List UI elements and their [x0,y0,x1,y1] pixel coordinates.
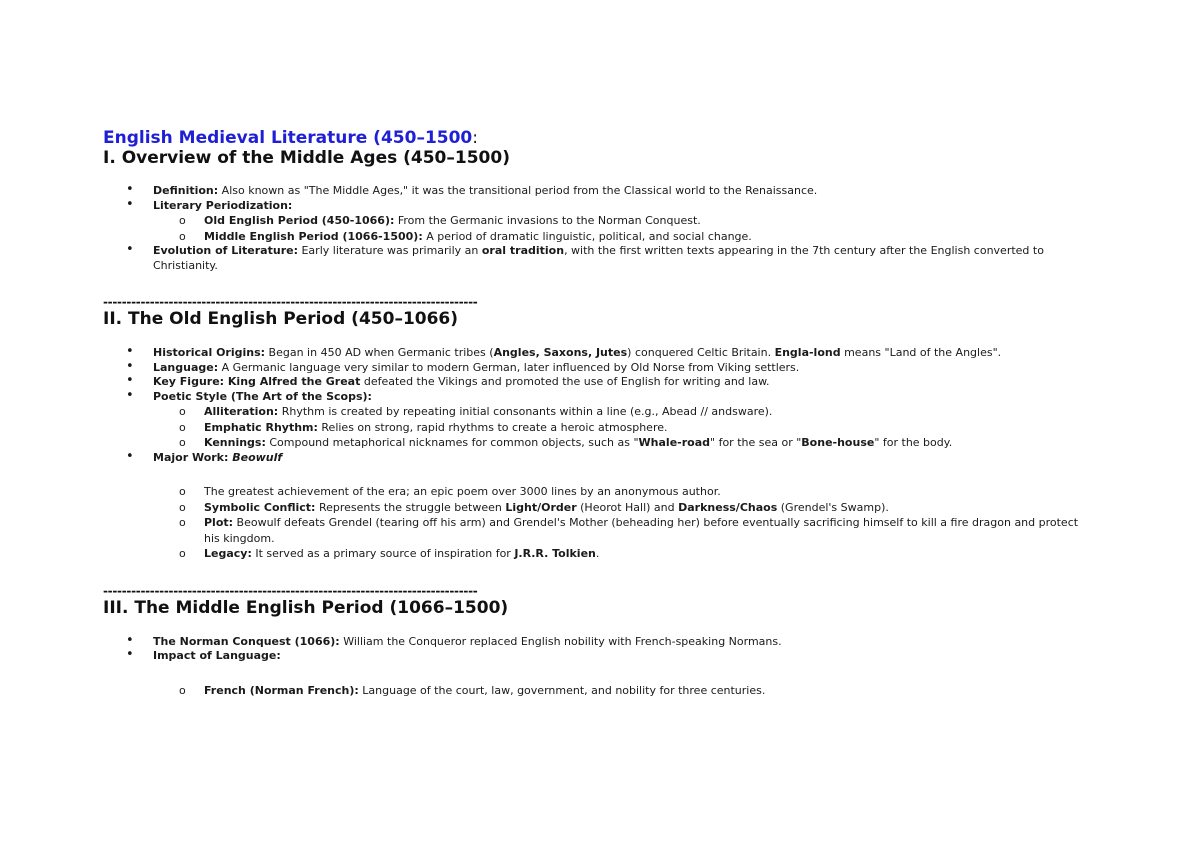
impact-sublist [153,683,1093,699]
item-label: Evolution of Literature: [153,244,298,257]
item-text: defeated the Vikings and promoted the use of English for writing and law. [360,375,770,388]
item-text: ) conquered Celtic Britain. [627,346,775,359]
item-text: It served as a primary source of inspiration for [251,547,515,560]
poetic-style-sublist [153,404,1093,451]
item-label: Old English Period (450-1066): [204,214,395,227]
section-1-list [103,184,1093,273]
item-text: A Germanic language very similar to modern German, later influenced by Old Norse from Viking settlers. [218,360,800,374]
item-label: Alliteration: [204,405,279,418]
item-text: " for the sea or " [710,436,802,449]
item-label: Middle English Period (1066-1500): [204,229,423,243]
item-text: means "Land of the Angles". [840,346,1002,359]
item-text: Relies on strong, rapid rhythms to create a heroic atmosphere. [317,420,668,434]
periodization-sublist [153,213,1093,244]
item-label: Legacy: [204,547,252,560]
spacer [103,329,1093,346]
item-text: , with the first written texts appearing in the 7th century after the English converted to Christianity. [153,244,1044,272]
sublist-item-kennings [103,435,1093,451]
spacer [153,664,1093,683]
document-page [103,128,1093,698]
spacer [153,465,1093,484]
item-label: Key Figure: King Alfred the Great [153,375,361,388]
sublist-item-emphatic-rhythm [103,420,1093,436]
item-bold: Darkness/Chaos [678,500,778,514]
item-label: Impact of Language: [153,649,281,662]
item-label: The Norman Conquest (1066): [153,634,340,648]
item-text: (Grendel's Swamp). [777,500,889,514]
section-3-heading: III. The Middle English Period (1066–1500) [103,597,509,618]
item-label: French (Norman French): [204,683,359,697]
item-bold: oral tradition [481,244,565,257]
section-divider: -------------------------------------------------------------------------------- [103,295,478,309]
item-label: Symbolic Conflict: [204,500,316,514]
list-item-definition [103,184,1093,199]
list-item-periodization [103,199,1093,245]
sublist-item-middle-period [103,229,1093,245]
document-title-colon: : [472,128,478,148]
item-text: Also known as "The Middle Ages," it was the transitional period from the Classical world to the Renaissance. [218,184,818,197]
item-text: . [595,547,600,560]
item-text: " for the body. [874,436,953,449]
sublist-item-french [103,683,1093,699]
item-label: Historical Origins: [153,346,266,359]
item-text: Began in 450 AD when Germanic tribes ( [265,346,494,359]
item-bold: Light/Order [505,500,577,514]
section-divider: -------------------------------------------------------------------------------- [103,583,478,598]
section-2-list [103,346,1093,562]
spacer [103,618,1093,635]
list-item-impact-of-language [103,649,1093,698]
item-label: Emphatic Rhythm: [204,420,318,434]
item-label: Plot: [204,516,234,529]
item-label: Major Work: [153,450,233,464]
work-title: Beowulf [232,450,283,464]
list-item-language [103,361,1093,376]
list-item-key-figure [103,375,1093,390]
list-item-poetic-style [103,390,1093,451]
section-1-heading: I. Overview of the Middle Ages (450–1500) [103,148,510,168]
sublist-item-symbolic-conflict [103,500,1093,516]
list-item-origins [103,346,1093,361]
list-item-evolution [103,244,1093,273]
item-text: A period of dramatic linguistic, political, and social change. [422,229,752,243]
spacer [103,562,1093,584]
item-bold: Engla-lond [774,346,841,359]
document-title-main: English Medieval Literature (450–1500 [103,128,473,148]
item-text: From the Germanic invasions to the Norman Conquest. [394,214,701,227]
item-label: Poetic Style (The Art of the Scops): [153,389,372,403]
item-bold: J.R.R. Tolkien [514,547,596,560]
section-2-heading: II. The Old English Period (450–1066) [103,309,459,329]
item-text: Early literature was primarily an [297,244,482,257]
item-text: Rhythm is created by repeating initial consonants within a line (e.g., Abead // andsware). [278,405,773,418]
beowulf-sublist [153,484,1093,562]
item-text: Beowulf defeats Grendel (tearing off his arm) and Grendel's Mother (beheading her) before eventually sacrificing himself to kill a fire dragon and protect his kingdom. [204,516,1079,545]
sublist-item-alliteration [103,404,1093,420]
document-title [103,128,1093,148]
item-label: Literary Periodization: [153,198,293,212]
list-item-norman-conquest [103,635,1093,650]
item-label: Definition: [153,184,219,197]
item-label: Kennings: [204,436,266,449]
item-text: Represents the struggle between [315,500,506,514]
sublist-item-beowulf-desc [103,484,1093,500]
item-text: William the Conqueror replaced English nobility with French-speaking Normans. [339,634,782,648]
spacer [103,273,1093,295]
section-3-list [103,635,1093,699]
item-bold: Bone-house [801,436,875,449]
item-bold: Angles, Saxons, Jutes [493,346,628,359]
sublist-item-old-period [103,213,1093,229]
sublist-item-legacy [103,546,1093,562]
item-bold: Whale-road [638,436,711,449]
item-text: The greatest achievement of the era; an epic poem over 3000 lines by an anonymous author. [204,485,721,498]
list-item-major-work [103,451,1093,562]
spacer [103,168,1093,184]
sublist-item-plot [103,515,1093,546]
item-text: Compound metaphorical nicknames for common objects, such as " [265,436,639,449]
item-text: Language of the court, law, government, and nobility for three centuries. [358,683,766,697]
item-text: (Heorot Hall) and [576,500,679,514]
item-label: Language: [153,360,219,374]
